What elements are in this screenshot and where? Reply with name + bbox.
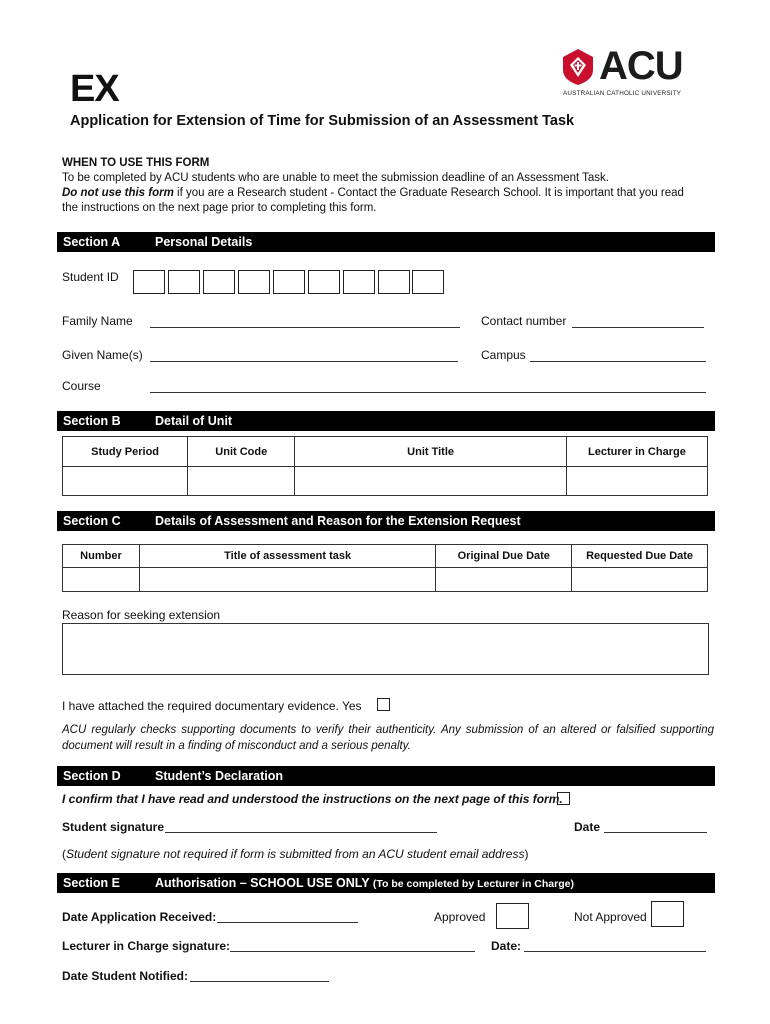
intro-heading: WHEN TO USE THIS FORM xyxy=(62,157,210,169)
section-e-title: Authorisation – SCHOOL USE ONLY xyxy=(155,876,370,890)
study-period-cell[interactable] xyxy=(63,467,188,496)
number-cell[interactable] xyxy=(63,568,140,592)
date-received-label: Date Application Received: xyxy=(62,910,217,924)
section-e-subtitle: (To be completed by Lecturer in Charge) xyxy=(372,878,574,890)
section-b-bar xyxy=(57,411,715,431)
campus-label: Campus xyxy=(481,348,526,362)
student-id-box-4[interactable] xyxy=(238,270,270,294)
col-original-due: Original Due Date xyxy=(436,545,572,568)
col-assessment-title: Title of assessment task xyxy=(139,545,435,568)
intro-line2 xyxy=(62,186,684,201)
date-notified-label: Date Student Notified: xyxy=(62,969,188,983)
signature-note-close: ) xyxy=(524,847,529,861)
intro-line1: To be completed by ACU students who are unable to meet the submission deadline of an Assessment Task. xyxy=(62,172,609,184)
section-a-bar xyxy=(57,232,715,252)
student-date-label: Date xyxy=(574,820,601,834)
family-name-label: Family Name xyxy=(62,314,133,328)
section-e-bar xyxy=(57,873,715,893)
col-requested-due: Requested Due Date xyxy=(572,545,708,568)
date-notified-field[interactable] xyxy=(190,981,329,982)
unit-code-cell[interactable] xyxy=(188,467,295,496)
signature-note-text: Student signature not required if form is submitted from an ACU student email address xyxy=(66,847,525,861)
approved-label: Approved xyxy=(434,910,486,924)
signature-note xyxy=(62,847,528,861)
lecturer-date-label: Date: xyxy=(491,939,522,953)
evidence-label: I have attached the required documentary evidence. Yes xyxy=(62,699,362,713)
lecturer-signature-field[interactable] xyxy=(230,951,475,952)
col-unit-title: Unit Title xyxy=(295,437,566,467)
section-e-title-wrap xyxy=(155,876,574,890)
col-unit-code: Unit Code xyxy=(188,437,295,467)
unit-table xyxy=(62,436,708,496)
not-approved-label: Not Approved xyxy=(574,910,647,924)
section-a-label: Section A xyxy=(63,235,121,249)
section-a-title: Personal Details xyxy=(155,235,253,249)
student-signature-field[interactable] xyxy=(165,832,437,833)
requested-due-cell[interactable] xyxy=(572,568,708,592)
given-names-field[interactable] xyxy=(150,361,458,362)
unit-title-cell[interactable] xyxy=(295,467,566,496)
logo-subtitle: AUSTRALIAN CATHOLIC UNIVERSITY xyxy=(563,90,682,97)
section-c-title: Details of Assessment and Reason for the Extension Request xyxy=(155,514,521,528)
declaration-checkbox[interactable] xyxy=(557,792,570,805)
evidence-checkbox[interactable] xyxy=(377,698,390,711)
student-id-box-6[interactable] xyxy=(308,270,340,294)
page-title: Application for Extension of Time for Submission of an Assessment Task xyxy=(70,113,575,129)
section-c-label: Section C xyxy=(63,514,121,528)
section-d-label: Section D xyxy=(63,769,121,783)
section-b-title: Detail of Unit xyxy=(155,414,233,428)
intro-warning: Do not use this form xyxy=(62,187,174,199)
student-id-box-5[interactable] xyxy=(273,270,305,294)
course-label: Course xyxy=(62,379,101,393)
contact-number-label: Contact number xyxy=(481,314,567,328)
intro-line3: the instructions on the next page prior to completing this form. xyxy=(62,202,377,214)
col-number: Number xyxy=(63,545,140,568)
family-name-field[interactable] xyxy=(150,327,460,328)
not-approved-checkbox[interactable] xyxy=(651,901,684,927)
section-e-label: Section E xyxy=(63,876,120,890)
course-field[interactable] xyxy=(150,392,706,393)
lecturer-date-field[interactable] xyxy=(524,951,706,952)
col-lecturer: Lecturer in Charge xyxy=(566,437,707,467)
section-b-label: Section B xyxy=(63,414,121,428)
section-c-bar xyxy=(57,511,715,531)
signature-note-open: ( xyxy=(62,847,66,861)
intro-line2-rest: if you are a Research student - Contact the Graduate Research School. It is important that you read xyxy=(173,187,684,199)
student-id-box-8[interactable] xyxy=(378,270,410,294)
reason-label: Reason for seeking extension xyxy=(62,608,221,622)
student-id-box-2[interactable] xyxy=(168,270,200,294)
given-names-label: Given Name(s) xyxy=(62,348,143,362)
assessment-table xyxy=(62,544,708,592)
form-code: EX xyxy=(70,68,119,110)
contact-number-field[interactable] xyxy=(572,327,704,328)
student-id-box-1[interactable] xyxy=(133,270,165,294)
campus-field[interactable] xyxy=(530,361,706,362)
section-d-bar xyxy=(57,766,715,786)
student-id-label: Student ID xyxy=(62,270,119,284)
reason-textarea[interactable] xyxy=(62,623,709,675)
approved-checkbox[interactable] xyxy=(496,903,529,929)
logo-wordmark: ACU xyxy=(599,44,683,88)
student-id-box-9[interactable] xyxy=(412,270,444,294)
declaration-text: I confirm that I have read and understood the instructions on the next page of this form. xyxy=(62,792,563,806)
acu-shield-icon xyxy=(561,48,595,86)
assessment-title-cell[interactable] xyxy=(139,568,435,592)
original-due-cell[interactable] xyxy=(436,568,572,592)
acu-logo xyxy=(561,44,707,100)
col-study-period: Study Period xyxy=(63,437,188,467)
authenticity-notice: ACU regularly checks supporting documents to verify their authenticity. Any submission of an altered or falsified supporting document will result in a finding of misconduct and a serious penalty. xyxy=(62,724,714,752)
student-date-field[interactable] xyxy=(604,832,707,833)
lecturer-cell[interactable] xyxy=(566,467,707,496)
date-received-field[interactable] xyxy=(217,922,358,923)
lecturer-signature-label: Lecturer in Charge signature: xyxy=(62,939,231,953)
student-signature-label: Student signature xyxy=(62,820,165,834)
student-id-box-7[interactable] xyxy=(343,270,375,294)
section-d-title: Student’s Declaration xyxy=(155,769,284,783)
student-id-box-3[interactable] xyxy=(203,270,235,294)
